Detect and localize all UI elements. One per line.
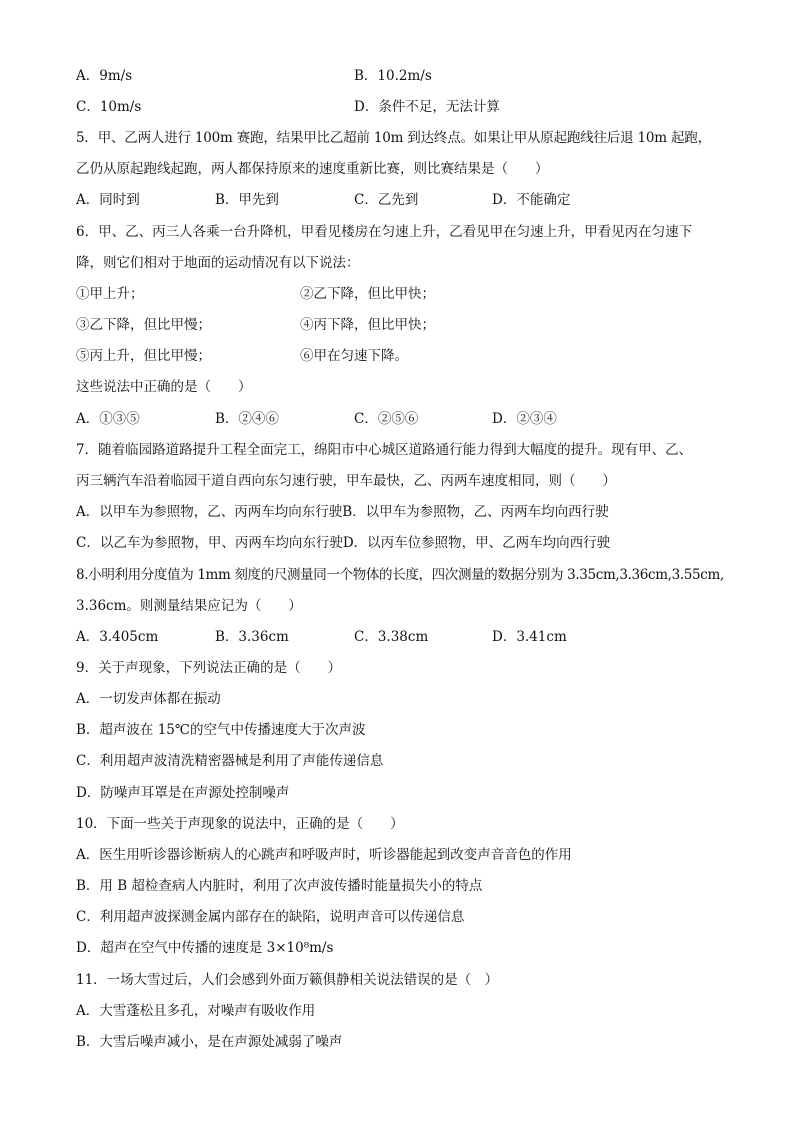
- q9-option-b: B．超声波在 15℃的空气中传播速度大于次声波: [76, 722, 366, 738]
- q10-option-d: D．超声在空气中传播的速度是 3×10⁸m/s: [76, 940, 334, 956]
- q6-statement-4: ④丙下降，但比甲快；: [300, 317, 435, 333]
- q5-stem-line-1: 5．甲、乙两人进行 100m 赛跑，结果甲比乙超前 10m 到达终点。如果让甲从原起跑线往后退 10m 起跑，: [76, 130, 711, 146]
- q9-stem: 9．关于声现象，下列说法正确的是（ ）: [76, 660, 342, 676]
- q5-option-c: C．乙先到: [354, 192, 419, 208]
- q8-option-a: A．3.405cm: [76, 629, 159, 645]
- q8-stem-line-2: 3.36cm。则测量结果应记为（ ）: [76, 598, 302, 614]
- q11-option-a: A．大雪蓬松且多孔，对噪声有吸收作用: [76, 1003, 316, 1019]
- q6-statement-5: ⑤丙上升，但比甲慢；: [76, 348, 211, 364]
- q5-stem-line-2: 乙仍从原起跑线起跑，两人都保持原来的速度重新比赛，则比赛结果是（ ）: [76, 161, 549, 177]
- q7-stem-line-2: 丙三辆汽车沿着临园干道自西向东匀速行驶，甲车最快，乙、丙两车速度相同，则（ ）: [76, 473, 616, 489]
- q10-option-c: C．利用超声波探测金属内部存在的缺陷，说明声音可以传递信息: [76, 909, 465, 925]
- q6-stem-line-2: 降，则它们相对于地面的运动情况有以下说法：: [76, 255, 360, 271]
- q6-option-d: D．②③④: [492, 411, 557, 427]
- q10-option-a: A．医生用听诊器诊断病人的心跳声和呼吸声时，听诊器能起到改变声音音色的作用: [76, 847, 572, 863]
- q5-option-a: A．同时到: [76, 192, 140, 208]
- q9-option-d: D．防噪声耳罩是在声源处控制噪声: [76, 785, 290, 801]
- q9-option-a: A．一切发声体都在振动: [76, 691, 221, 707]
- q7-option-cd: C．以乙车为参照物，甲、丙两车均向东行驶D．以丙车位参照物，甲、乙两车均向西行驶: [76, 535, 611, 551]
- q6-option-b: B．②④⑥: [215, 411, 279, 427]
- q6-statement-2: ②乙下降，但比甲快；: [300, 286, 435, 302]
- q8-stem-line-1: 8.小明利用分度值为 1mm 刻度的尺测量同一个物体的长度，四次测量的数据分别为 3.35cm,3.36cm,3.55cm,: [76, 567, 724, 583]
- q6-option-a: A．①③⑤: [76, 411, 140, 427]
- q11-stem: 11．一场大雪过后，人们会感到外面万籁俱静相关说法错误的是（ ）: [76, 972, 499, 988]
- q7-option-ab: A．以甲车为参照物，乙、丙两车均向东行驶B．以甲车为参照物，乙、丙两车均向西行驶: [76, 504, 609, 520]
- q8-option-b: B．3.36cm: [215, 629, 289, 645]
- q9-option-c: C．利用超声波清洗精密器械是利用了声能传递信息: [76, 753, 384, 769]
- q7-stem-line-1: 7．随着临园路道路提升工程全面完工，绵阳市中心城区道路通行能力得到大幅度的提升。现有甲、乙、: [76, 442, 693, 458]
- q10-stem: 10．下面一些关于声现象的说法中，正确的是（ ）: [76, 816, 404, 832]
- q6-statement-1: ①甲上升；: [76, 286, 144, 302]
- q8-option-c: C．3.38cm: [354, 629, 429, 645]
- q5-option-b: B．甲先到: [215, 192, 279, 208]
- q6-option-c: C．②⑤⑥: [354, 411, 419, 427]
- q10-option-b: B．用 B 超检查病人内脏时，利用了次声波传播时能量损失小的特点: [76, 878, 483, 894]
- q4-option-c: C．10m/s: [76, 99, 142, 115]
- q5-option-d: D．不能确定: [492, 192, 571, 208]
- q6-question: 这些说法中正确的是（ ）: [76, 379, 252, 395]
- q4-option-b: B．10.2m/s: [354, 68, 432, 84]
- q11-option-b: B．大雪后噪声减小，是在声源处减弱了噪声: [76, 1034, 343, 1050]
- q4-option-a: A．9m/s: [76, 68, 133, 84]
- q6-statement-3: ③乙下降，但比甲慢；: [76, 317, 211, 333]
- q6-statement-6: ⑥甲在匀速下降。: [300, 348, 408, 364]
- q6-stem-line-1: 6．甲、乙、丙三人各乘一台升降机，甲看见楼房在匀速上升，乙看见甲在匀速上升，甲看见丙在匀速下: [76, 224, 693, 240]
- q8-option-d: D．3.41cm: [492, 629, 567, 645]
- q4-option-d: D．条件不足，无法计算: [354, 99, 500, 115]
